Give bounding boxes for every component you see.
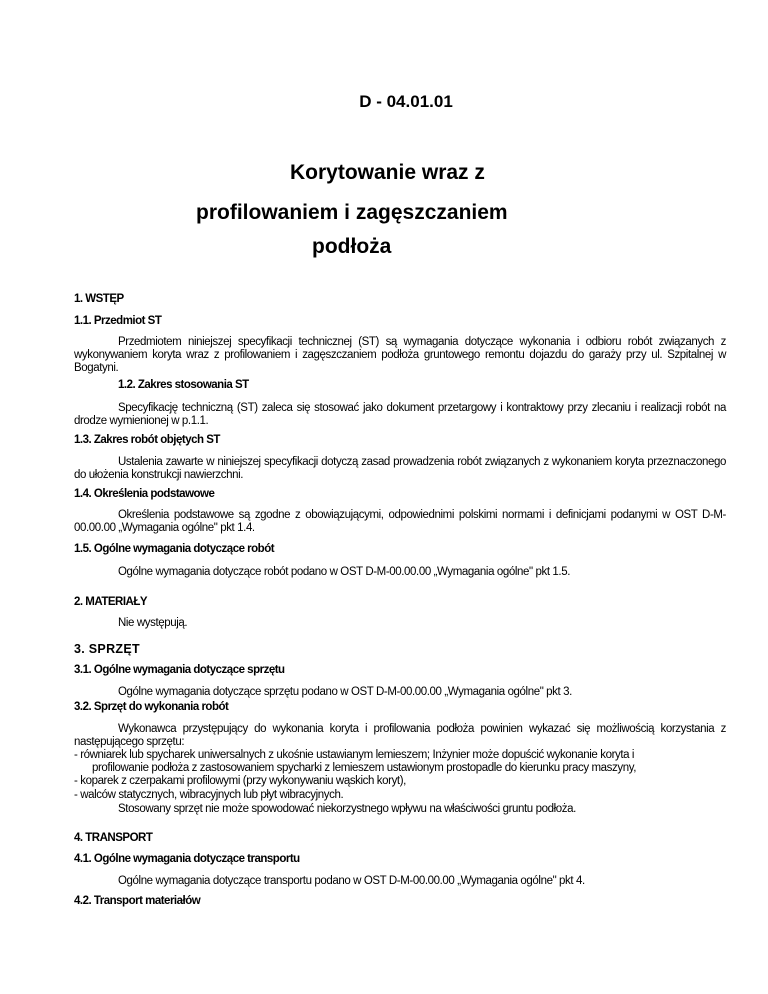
section-4-1-heading: 4.1. Ogólne wymagania dotyczące transportu — [74, 853, 300, 865]
section-3-1-heading: 3.1. Ogólne wymagania dotyczące sprzętu — [74, 664, 285, 676]
section-1-1-text: Przedmiotem niniejszej specyfikacji technicznej (ST) są wymagania dotyczące wykonania i odbioru robót związanych z wykonywaniem koryta wraz z profilowaniem i zagęszczaniem podłoża gruntowego remontu dojazdu do garaży przy ul. Szpitalnej w Bogatyni. — [74, 336, 726, 374]
section-3-2-text: Wykonawca przystępujący do wykonania koryta i profilowania podłoża powinien wykazać się możliwością korzystania z następującego sprzętu: — [74, 723, 726, 748]
section-1-5-text: Ogólne wymagania dotyczące robót podano w OST D-M-00.00.00 „Wymagania ogólne" pkt 1.5. — [118, 566, 570, 578]
section-4-1-text: Ogólne wymagania dotyczące transportu podano w OST D-M-00.00.00 „Wymagania ogólne" pkt 4. — [118, 875, 585, 887]
section-4-heading: 4. TRANSPORT — [74, 832, 153, 844]
equipment-item-1: - równiarek lub spycharek uniwersalnych z ukośnie ustawianym lemieszem; Inżynier może dopuścić wykonanie koryta i — [74, 749, 635, 761]
title-line-3: podłoża — [312, 235, 392, 258]
section-1-2-text: Specyfikację techniczną (ST) zaleca się stosować jako dokument przetargowy i kontraktowy przy zlecaniu i realizacji robót na drodze wymienionej w p.1.1. — [74, 402, 726, 427]
section-1-heading: 1. WSTĘP — [74, 293, 124, 305]
section-1-3-text: Ustalenia zawarte w niniejszej specyfikacji dotyczą zasad prowadzenia robót związanych z wykonaniem koryta przeznaczonego do ułożenia konstrukcji nawierzchni. — [74, 456, 726, 481]
section-2-text: Nie występują. — [118, 617, 188, 629]
section-3-heading: 3. SPRZĘT — [74, 642, 140, 656]
title-line-1: Korytowanie wraz z — [290, 161, 485, 184]
equipment-item-2: - koparek z czerpakami profilowymi (przy wykonywaniu wąskich koryt), — [74, 775, 406, 787]
section-1-1-heading: 1.1. Przedmiot ST — [74, 315, 162, 327]
section-1-3-heading: 1.3. Zakres robót objętych ST — [74, 434, 220, 446]
section-1-2-heading: 1.2. Zakres stosowania ST — [118, 379, 249, 391]
section-1-4-heading: 1.4. Określenia podstawowe — [74, 488, 215, 500]
equipment-item-1-continued: profilowanie podłoża z zastosowaniem spycharki z lemieszem ustawionym prostopadle do kierunku pracy maszyny, — [92, 762, 636, 774]
title-line-2: profilowaniem i zagęszczaniem — [196, 201, 508, 224]
document-code: D - 04.01.01 — [359, 92, 453, 111]
section-3-2-note: Stosowany sprzęt nie może spowodować niekorzystnego wpływu na właściwości gruntu podłoża. — [118, 803, 576, 815]
equipment-item-3: - walców statycznych, wibracyjnych lub płyt wibracyjnych. — [74, 789, 344, 801]
section-2-heading: 2. MATERIAŁY — [74, 596, 148, 608]
section-1-5-heading: 1.5. Ogólne wymagania dotyczące robót — [74, 543, 275, 555]
section-1-4-text: Określenia podstawowe są zgodne z obowiązującymi, odpowiednimi polskimi normami i definicjami podanymi w OST D-M-00.00.00 „Wymagania ogólne" pkt 1.4. — [74, 509, 726, 534]
section-3-2-heading: 3.2. Sprzęt do wykonania robót — [74, 701, 229, 713]
section-3-1-text: Ogólne wymagania dotyczące sprzętu podano w OST D-M-00.00.00 „Wymagania ogólne" pkt 3. — [118, 686, 572, 698]
section-4-2-heading: 4.2. Transport materiałów — [74, 895, 201, 907]
